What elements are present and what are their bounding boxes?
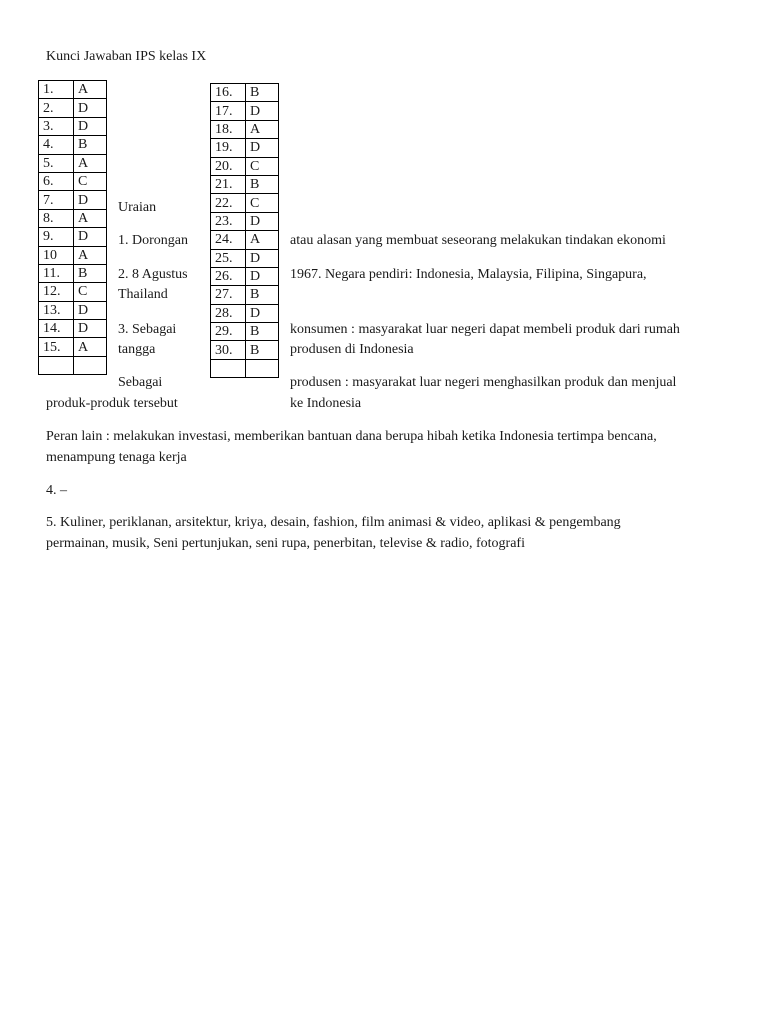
q3-left-text-line2: tangga bbox=[118, 342, 156, 357]
question-number-cell: 7. bbox=[39, 191, 74, 209]
answer-row bbox=[211, 175, 279, 193]
answer-row bbox=[211, 212, 279, 230]
question-number-cell: 6. bbox=[39, 172, 74, 190]
answer-letter-cell: D bbox=[74, 301, 107, 319]
question-number-cell: 22. bbox=[211, 194, 246, 212]
answer-row bbox=[211, 341, 279, 359]
answer-letter-cell: C bbox=[246, 194, 279, 212]
question-number-cell: 10 bbox=[39, 246, 74, 264]
answer-letter-cell: B bbox=[74, 264, 107, 282]
page-title: Kunci Jawaban IPS kelas IX bbox=[46, 49, 207, 64]
q2-left-text-line1: 2. 8 Agustus bbox=[118, 267, 188, 282]
peran-lain-line2: menampung tenaga kerja bbox=[46, 450, 187, 465]
question-number-cell: 1. bbox=[39, 81, 74, 99]
question-number-cell: 12. bbox=[39, 283, 74, 301]
answer-letter-cell: C bbox=[74, 172, 107, 190]
question-number-cell: 8. bbox=[39, 209, 74, 227]
peran-lain-line1: Peran lain : melakukan investasi, memberikan bantuan dana berupa hibah ketika Indonesia tertimpa bencana, bbox=[46, 429, 657, 444]
question-number-cell: 13. bbox=[39, 301, 74, 319]
answer-letter-cell bbox=[246, 359, 279, 377]
q3b-right-text-line1: produsen : masyarakat luar negeri menghasilkan produk dan menjual bbox=[290, 375, 677, 390]
answer-letter-cell: B bbox=[246, 323, 279, 341]
answer-letter-cell: B bbox=[246, 175, 279, 193]
question-number-cell: 23. bbox=[211, 212, 246, 230]
answer-letter-cell: A bbox=[74, 246, 107, 264]
question-number-cell: 20. bbox=[211, 157, 246, 175]
answer-letter-cell: A bbox=[74, 338, 107, 356]
answer-letter-cell: A bbox=[74, 154, 107, 172]
answer-row bbox=[39, 356, 107, 374]
answer-row bbox=[39, 320, 107, 338]
q5-answer-line2: permainan, musik, Seni pertunjukan, seni rupa, penerbitan, televise & radio, fotografi bbox=[46, 536, 525, 551]
answer-row bbox=[39, 172, 107, 190]
answer-row bbox=[39, 136, 107, 154]
q3b-left-text-line1: Sebagai bbox=[118, 375, 163, 390]
question-number-cell: 21. bbox=[211, 175, 246, 193]
answer-letter-cell: A bbox=[246, 120, 279, 138]
answer-row bbox=[211, 139, 279, 157]
answer-row bbox=[211, 359, 279, 377]
question-number-cell: 29. bbox=[211, 323, 246, 341]
uraian-heading: Uraian bbox=[118, 200, 157, 215]
question-number-cell: 24. bbox=[211, 231, 246, 249]
answer-row bbox=[211, 286, 279, 304]
question-number-cell bbox=[39, 356, 74, 374]
answer-row bbox=[211, 194, 279, 212]
answer-table-1-15 bbox=[38, 80, 107, 375]
answer-row bbox=[39, 209, 107, 227]
answer-row bbox=[211, 102, 279, 120]
answer-row bbox=[211, 231, 279, 249]
q4-answer: 4. – bbox=[46, 483, 67, 498]
answer-letter-cell: D bbox=[246, 267, 279, 285]
answer-letter-cell: C bbox=[246, 157, 279, 175]
q3b-left-text-line2: produk-produk tersebut bbox=[46, 396, 178, 411]
answer-letter-cell: D bbox=[246, 249, 279, 267]
question-number-cell: 26. bbox=[211, 267, 246, 285]
answer-letter-cell: D bbox=[74, 320, 107, 338]
question-number-cell: 14. bbox=[39, 320, 74, 338]
answer-row bbox=[211, 304, 279, 322]
answer-row bbox=[39, 283, 107, 301]
question-number-cell: 25. bbox=[211, 249, 246, 267]
answer-table-16-30 bbox=[210, 83, 279, 378]
answer-row bbox=[39, 154, 107, 172]
answer-row bbox=[211, 249, 279, 267]
answer-letter-cell: A bbox=[74, 81, 107, 99]
question-number-cell: 9. bbox=[39, 228, 74, 246]
answer-row bbox=[39, 301, 107, 319]
answer-letter-cell: D bbox=[246, 304, 279, 322]
question-number-cell: 4. bbox=[39, 136, 74, 154]
answer-row bbox=[39, 81, 107, 99]
question-number-cell bbox=[211, 359, 246, 377]
question-number-cell: 5. bbox=[39, 154, 74, 172]
q3b-right-text-line2: ke Indonesia bbox=[290, 396, 362, 411]
answer-row bbox=[211, 84, 279, 102]
q2-right-text: 1967. Negara pendiri: Indonesia, Malaysia, Filipina, Singapura, bbox=[290, 267, 647, 282]
answer-row bbox=[39, 99, 107, 117]
answer-letter-cell: D bbox=[74, 191, 107, 209]
question-number-cell: 15. bbox=[39, 338, 74, 356]
question-number-cell: 16. bbox=[211, 84, 246, 102]
answer-letter-cell: B bbox=[246, 84, 279, 102]
answer-row bbox=[39, 338, 107, 356]
answer-letter-cell: A bbox=[246, 231, 279, 249]
answer-letter-cell bbox=[74, 356, 107, 374]
question-number-cell: 2. bbox=[39, 99, 74, 117]
answer-letter-cell: A bbox=[74, 209, 107, 227]
q3-right-text-line1: konsumen : masyarakat luar negeri dapat membeli produk dari rumah bbox=[290, 322, 680, 337]
answer-letter-cell: D bbox=[74, 99, 107, 117]
answer-letter-cell: D bbox=[246, 212, 279, 230]
answer-row bbox=[211, 323, 279, 341]
answer-row bbox=[211, 267, 279, 285]
q5-answer-line1: 5. Kuliner, periklanan, arsitektur, kriya, desain, fashion, film animasi & video, aplikasi & pengembang bbox=[46, 515, 621, 530]
answer-letter-cell: C bbox=[74, 283, 107, 301]
answer-letter-cell: D bbox=[246, 139, 279, 157]
answer-row bbox=[39, 228, 107, 246]
answer-letter-cell: B bbox=[246, 286, 279, 304]
question-number-cell: 17. bbox=[211, 102, 246, 120]
question-number-cell: 18. bbox=[211, 120, 246, 138]
answer-row bbox=[39, 246, 107, 264]
question-number-cell: 28. bbox=[211, 304, 246, 322]
answer-letter-cell: B bbox=[246, 341, 279, 359]
answer-letter-cell: D bbox=[246, 102, 279, 120]
q1-right-text: atau alasan yang membuat seseorang melakukan tindakan ekonomi bbox=[290, 233, 666, 248]
answer-row bbox=[39, 191, 107, 209]
q2-left-text-line2: Thailand bbox=[118, 287, 168, 302]
q1-left-text: 1. Dorongan bbox=[118, 233, 188, 248]
q3-right-text-line2: produsen di Indonesia bbox=[290, 342, 414, 357]
question-number-cell: 27. bbox=[211, 286, 246, 304]
answer-row bbox=[39, 264, 107, 282]
answer-letter-cell: D bbox=[74, 228, 107, 246]
answer-row bbox=[211, 120, 279, 138]
answer-row bbox=[39, 117, 107, 135]
answer-row bbox=[211, 157, 279, 175]
question-number-cell: 3. bbox=[39, 117, 74, 135]
q3-left-text-line1: 3. Sebagai bbox=[118, 322, 177, 337]
answer-letter-cell: D bbox=[74, 117, 107, 135]
question-number-cell: 19. bbox=[211, 139, 246, 157]
question-number-cell: 30. bbox=[211, 341, 246, 359]
question-number-cell: 11. bbox=[39, 264, 74, 282]
answer-letter-cell: B bbox=[74, 136, 107, 154]
